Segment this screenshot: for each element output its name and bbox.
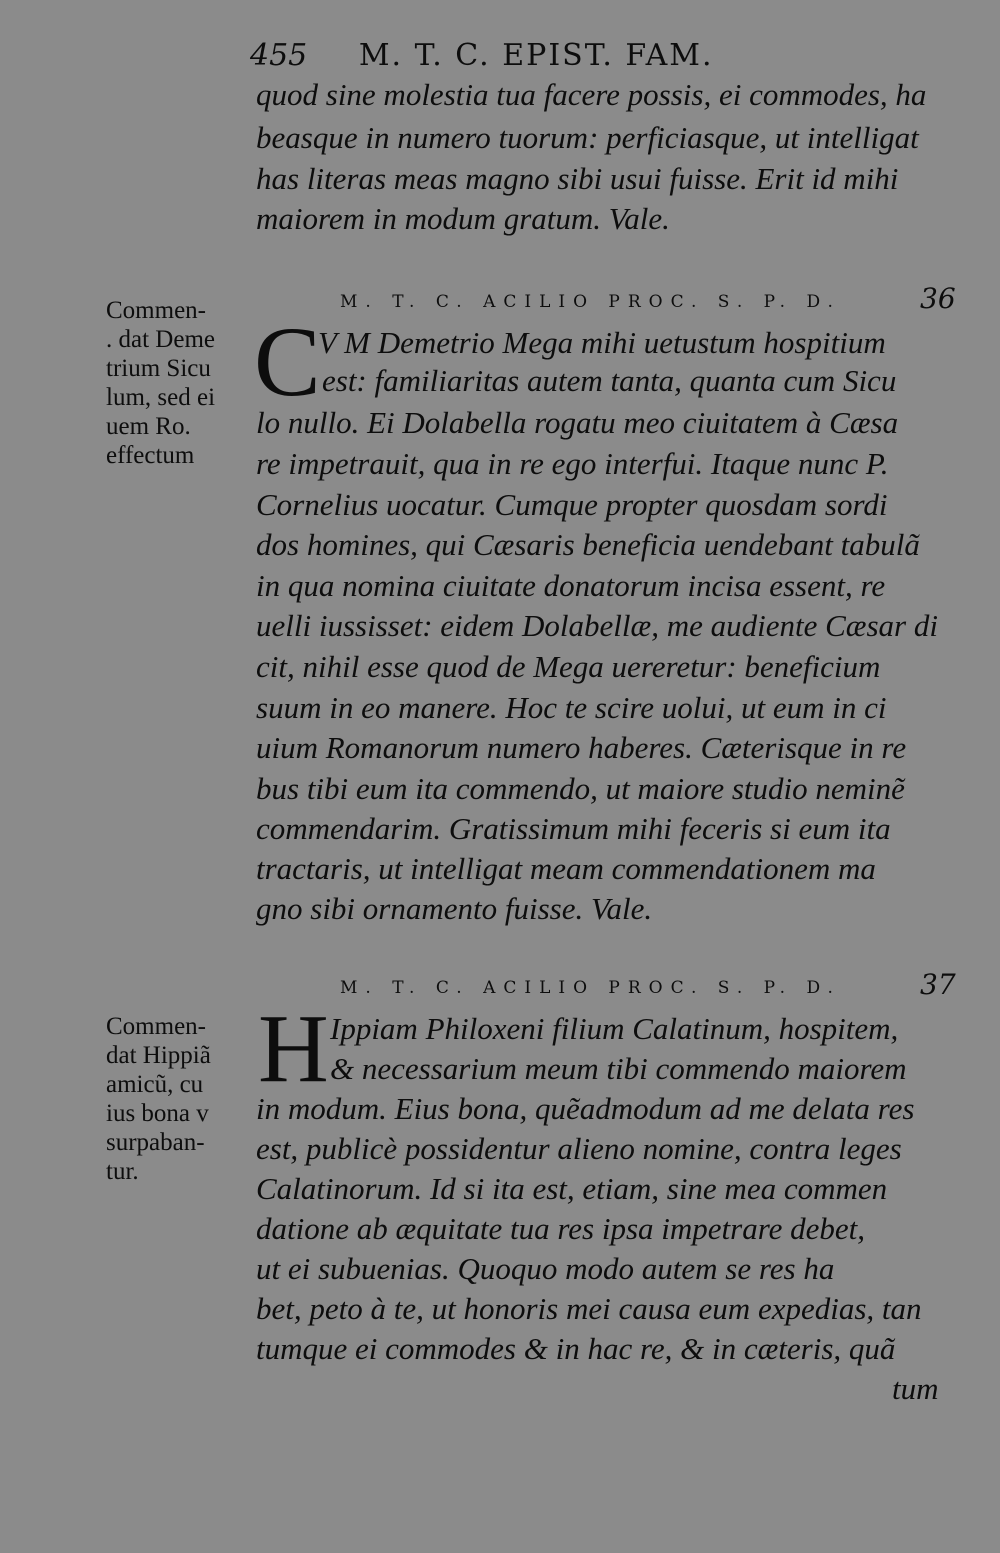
text-line: lo nullo. Ei Dolabella rogatu meo ciuitatem à Cæsa bbox=[256, 405, 899, 440]
letter-header bbox=[340, 282, 956, 315]
drop-cap: C bbox=[254, 306, 321, 417]
text-line: tractaris, ut intelligat meam commendationem ma bbox=[256, 851, 876, 886]
text-line: in qua nomina ciuitate donatorum incisa essent, re bbox=[256, 568, 886, 603]
text-line: datione ab æquitate tua res ipsa impetrare debet, bbox=[256, 1211, 866, 1246]
catchword: tum bbox=[892, 1371, 939, 1406]
letter-header bbox=[340, 968, 956, 1001]
letter-number: 37 bbox=[920, 968, 956, 1001]
letter-number: 36 bbox=[920, 282, 956, 315]
drop-cap: H bbox=[258, 995, 329, 1103]
letter-salutation: M. T. C. ACILIO PROC. S. P. D. bbox=[340, 292, 841, 312]
margin-note-line: Commen- bbox=[106, 1013, 206, 1040]
letter-salutation: M. T. C. ACILIO PROC. S. P. D. bbox=[340, 978, 841, 998]
text-line: re impetrauit, qua in re ego interfui. Itaque nunc P. bbox=[256, 446, 889, 481]
margin-note-line: amicũ, cu bbox=[106, 1071, 204, 1098]
text-line: commendarim. Gratissimum mihi feceris si eum ita bbox=[256, 811, 891, 846]
text-line: & necessarium meum tibi commendo maiorem bbox=[330, 1051, 907, 1086]
margin-note-line: ius bona v bbox=[106, 1100, 209, 1127]
text-line: uium Romanorum numero haberes. Cæterisque in re bbox=[256, 730, 907, 765]
running-head bbox=[250, 38, 950, 73]
text-line: est, publicè possidentur alieno nomine, contra leges bbox=[256, 1131, 902, 1166]
text-line: Cornelius uocatur. Cumque propter quosdam sordi bbox=[256, 487, 888, 522]
margin-note-line: tur. bbox=[106, 1158, 139, 1185]
text-line: has literas meas magno sibi usui fuisse. Erit id mihi bbox=[256, 161, 899, 196]
text-line: bus tibi eum ita commendo, ut maiore studio neminẽ bbox=[256, 771, 905, 806]
margin-note-line: Commen- bbox=[106, 297, 206, 324]
margin-note-line: dat Hippiã bbox=[106, 1042, 211, 1069]
text-line: Calatinorum. Id si ita est, etiam, sine mea commen bbox=[256, 1171, 888, 1206]
text-line: in modum. Eius bona, quẽadmodum ad me delata res bbox=[256, 1091, 915, 1126]
margin-note-line: effectum bbox=[106, 442, 195, 469]
text-line: gno sibi ornamento fuisse. Vale. bbox=[256, 891, 653, 926]
text-line: uelli iussisset: eidem Dolabellæ, me audiente Cæsar di bbox=[256, 608, 938, 643]
text-line: cit, nihil esse quod de Mega uereretur: beneficium bbox=[256, 649, 881, 684]
text-line: dos homines, qui Cæsaris beneficia uendebant tabulã bbox=[256, 527, 920, 562]
running-title: M. T. C. EPIST. FAM. bbox=[358, 38, 714, 73]
text-line: est: familiaritas autem tanta, quanta cum Sicu bbox=[322, 363, 897, 398]
text-line: quod sine molestia tua facere possis, ei commodes, ha bbox=[256, 77, 927, 112]
text-line: Ippiam Philoxeni filium Calatinum, hospitem, bbox=[330, 1011, 899, 1046]
text-line: maiorem in modum gratum. Vale. bbox=[256, 201, 670, 236]
text-line: bet, peto à te, ut honoris mei causa eum expedias, tan bbox=[256, 1291, 922, 1326]
margin-note-line: surpaban- bbox=[106, 1129, 205, 1156]
margin-note-line: uem Ro. bbox=[106, 413, 191, 440]
text-line: beasque in numero tuorum: perficiasque, ut intelligat bbox=[256, 120, 919, 155]
text-line: V M Demetrio Mega mihi uetustum hospitium bbox=[318, 325, 886, 360]
margin-note bbox=[106, 296, 246, 470]
text-line: suum in eo manere. Hoc te scire uolui, ut eum in ci bbox=[256, 690, 887, 725]
text-line: tumque ei commodes & in hac re, & in cæteris, quã bbox=[256, 1331, 896, 1366]
margin-note bbox=[106, 1012, 246, 1186]
margin-note-line: trium Sicu bbox=[106, 355, 211, 382]
text-line: ut ei subuenias. Quoquo modo autem se res ha bbox=[256, 1251, 835, 1286]
margin-note-line: lum, sed ei bbox=[106, 384, 216, 411]
page-number: 455 bbox=[250, 38, 308, 73]
margin-note-line: . dat Deme bbox=[106, 326, 215, 353]
